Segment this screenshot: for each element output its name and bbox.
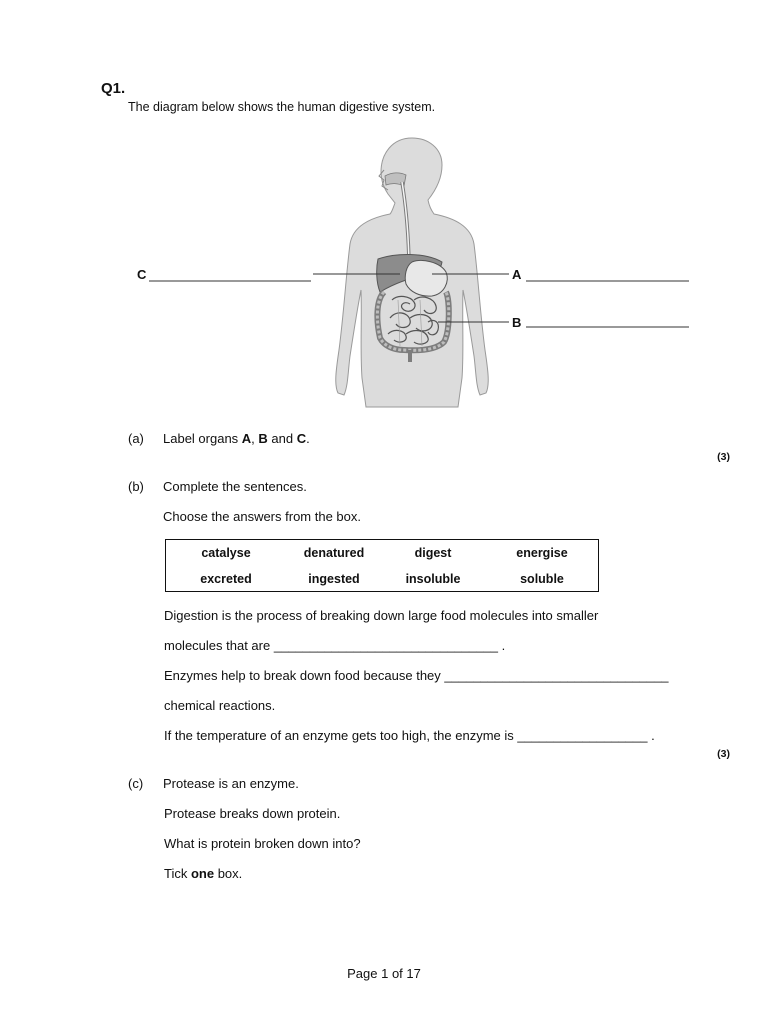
word-option: soluble bbox=[520, 572, 564, 586]
part-a-sep1: , bbox=[251, 431, 259, 446]
part-b-marks: (3) bbox=[717, 748, 730, 760]
label-a: A bbox=[512, 267, 522, 282]
word-option: excreted bbox=[200, 572, 252, 586]
word-option: insoluble bbox=[405, 572, 461, 586]
part-a-organ-c: C bbox=[296, 431, 307, 446]
part-c-line-1: Protease is an enzyme. bbox=[163, 776, 299, 791]
word-box bbox=[165, 539, 599, 592]
word-option: denatured bbox=[303, 546, 365, 560]
part-c-line-3: What is protein broken down into? bbox=[164, 836, 361, 851]
part-b-choose: Choose the answers from the box. bbox=[163, 509, 361, 524]
tick-prefix: Tick bbox=[164, 866, 191, 881]
part-c-tick-instruction bbox=[164, 866, 242, 881]
part-c-line-2: Protease breaks down protein. bbox=[164, 806, 341, 821]
sentence-line-3[interactable]: Enzymes help to break down food because they _______________________________ bbox=[164, 668, 669, 683]
part-a-instruction bbox=[163, 431, 310, 446]
part-a-organ-a: A bbox=[241, 431, 252, 446]
part-a-marks: (3) bbox=[717, 451, 730, 463]
word-option: ingested bbox=[308, 572, 360, 586]
part-a-letter: (a) bbox=[128, 431, 144, 446]
question-intro: The diagram below shows the human digestive system. bbox=[128, 100, 436, 114]
label-c: C bbox=[137, 267, 147, 282]
part-b-letter: (b) bbox=[128, 479, 144, 494]
word-option: energise bbox=[516, 546, 568, 560]
sentence-line-5[interactable]: If the temperature of an enzyme gets too high, the enzyme is __________________ . bbox=[164, 728, 655, 743]
part-c-letter: (c) bbox=[128, 776, 144, 791]
part-a-sep2: and bbox=[267, 431, 297, 446]
page-footer: Page 1 of 17 bbox=[347, 966, 421, 981]
tick-suffix: box. bbox=[214, 866, 243, 881]
sentence-line-2[interactable]: molecules that are _______________________________ . bbox=[164, 638, 506, 653]
label-b: B bbox=[512, 315, 522, 330]
word-option: digest bbox=[414, 546, 452, 560]
part-a-organ-b: B bbox=[258, 431, 268, 446]
part-b-instruction: Complete the sentences. bbox=[163, 479, 307, 494]
sentence-line-1: Digestion is the process of breaking down large food molecules into smaller bbox=[164, 608, 599, 623]
tick-bold: one bbox=[190, 866, 215, 881]
part-a-text: Label organs bbox=[163, 431, 242, 446]
sentence-line-4: chemical reactions. bbox=[164, 698, 276, 713]
question-number: Q1. bbox=[101, 80, 126, 97]
part-a-end: . bbox=[306, 431, 310, 446]
digestive-system-diagram bbox=[130, 130, 700, 415]
word-option: catalyse bbox=[201, 546, 251, 560]
